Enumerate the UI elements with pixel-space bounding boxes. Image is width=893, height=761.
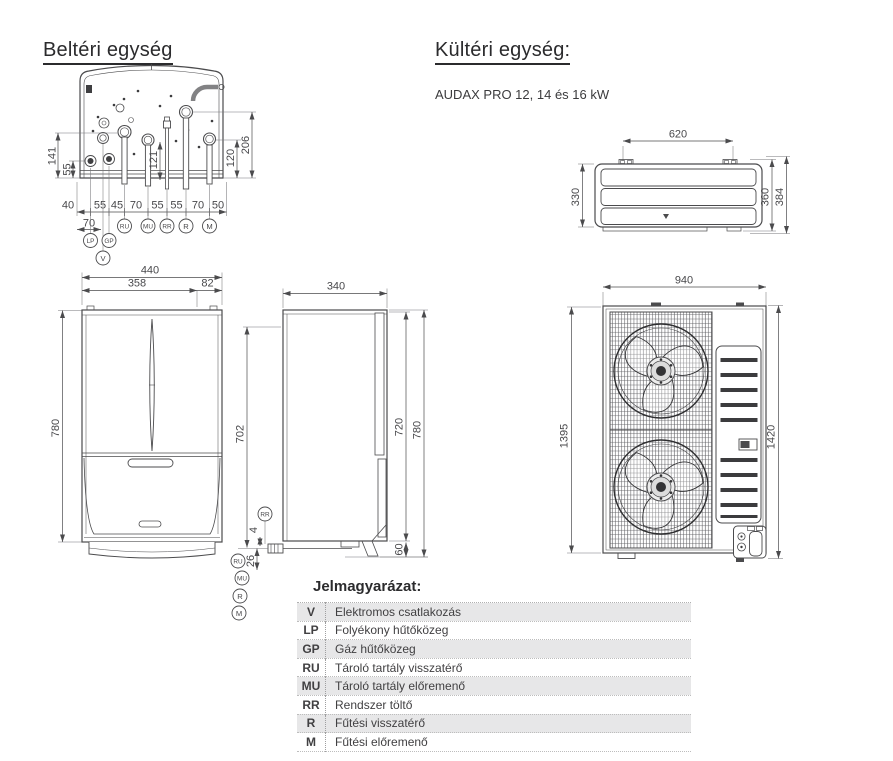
legend-row xyxy=(297,621,691,640)
dim-55b-label: 55 xyxy=(151,199,164,212)
dim-120-label: 120 xyxy=(225,148,237,168)
model-line: AUDAX PRO 12, 14 és 16 kW xyxy=(435,87,610,102)
side-rail-lower xyxy=(378,459,386,537)
legend-key: GP xyxy=(297,640,326,659)
dim-358-label: 358 xyxy=(127,277,147,290)
dim-940-label: 940 xyxy=(674,274,694,287)
legend-desc: Elektromos csatlakozás xyxy=(335,604,462,619)
dim-720-label: 720 xyxy=(393,417,406,437)
port-v-label: V xyxy=(100,253,106,263)
dim-206-label: 206 xyxy=(240,135,252,155)
legend-key: RU xyxy=(297,658,326,677)
legend-desc: Fűtési visszatérő xyxy=(335,716,426,731)
dim-340-label: 340 xyxy=(326,280,346,293)
legend-key: MU xyxy=(297,677,326,696)
dim-45-label: 45 xyxy=(110,199,124,212)
louver-panel xyxy=(716,346,761,523)
port-lp-label: LP xyxy=(86,237,95,245)
connection-box xyxy=(734,526,767,562)
dim-26-label: 26 xyxy=(245,554,257,568)
legend-title: Jelmagyarázat: xyxy=(313,578,422,595)
legend-row xyxy=(297,603,691,622)
dim-330-label: 330 xyxy=(570,187,582,207)
dim-55c-label: 55 xyxy=(170,199,183,212)
port-ru-label: RU xyxy=(119,223,130,231)
legend-row xyxy=(297,695,691,714)
outdoor-top-view xyxy=(570,129,790,234)
chain-m-label: M xyxy=(235,608,243,618)
dim-1420-label: 1420 xyxy=(765,424,778,450)
indoor-front-view xyxy=(50,265,222,559)
legend-key: R xyxy=(297,714,326,733)
legend-desc: Tároló tartály visszatérő xyxy=(335,660,463,675)
port-m-label: M xyxy=(206,221,213,231)
dim-55a-label: 55 xyxy=(93,199,107,212)
indoor-side-view xyxy=(231,281,428,621)
indoor-bottom-view xyxy=(47,64,257,265)
indoor-side-body xyxy=(283,310,387,541)
outdoor-unit-title-text: Kültéri egység: xyxy=(435,39,570,65)
dim-70c-label: 70 xyxy=(82,217,96,230)
indoor-unit-title-text: Beltéri egység xyxy=(43,39,173,65)
outdoor-front-view xyxy=(559,275,784,563)
dim-70b-label: 70 xyxy=(191,199,205,212)
side-rail-upper xyxy=(375,313,384,455)
legend-table xyxy=(297,602,691,752)
dim-360-label: 360 xyxy=(759,187,772,207)
dim-780-side-label: 780 xyxy=(411,420,424,440)
outdoor-top-body xyxy=(595,164,762,227)
side-pipe-fitting xyxy=(268,544,283,553)
port-rr-label: RR xyxy=(162,223,172,231)
dim-620-label: 620 xyxy=(668,128,688,141)
indoor-front-body xyxy=(82,310,222,542)
legend-desc: Gáz hűtőközeg xyxy=(335,641,416,656)
port-gp-label: GP xyxy=(104,237,114,245)
legend-row xyxy=(297,714,691,733)
dim-780-front-label: 780 xyxy=(50,418,62,438)
legend-desc: Fűtési előremenő xyxy=(335,734,428,749)
legend-desc: Tároló tartály előremenő xyxy=(335,679,466,694)
port-labels xyxy=(84,219,217,265)
legend-key: RR xyxy=(297,695,326,714)
dim-40-label: 40 xyxy=(61,199,75,212)
chain-mu-label: MU xyxy=(237,575,247,583)
legend-row xyxy=(297,733,691,752)
side-foot xyxy=(362,541,378,556)
side-port-rr-label: RR xyxy=(260,511,270,519)
port-r-label: R xyxy=(183,221,189,231)
dim-50-label: 50 xyxy=(211,199,225,212)
legend-desc: Folyékony hűtőközeg xyxy=(335,623,449,638)
chain-r-label: R xyxy=(237,591,243,601)
dim-70a-label: 70 xyxy=(129,199,143,212)
dim-440-label: 440 xyxy=(140,264,160,277)
legend-key: M xyxy=(297,733,326,752)
dim-55-left-label: 55 xyxy=(61,163,74,176)
dim-121-label: 121 xyxy=(148,150,160,170)
dim-141-label: 141 xyxy=(46,146,59,166)
legend-row xyxy=(297,640,691,659)
outdoor-foot xyxy=(618,553,635,559)
port-mu-label: MU xyxy=(143,223,153,231)
dim-4-label: 4 xyxy=(248,526,260,534)
dim-702-label: 702 xyxy=(234,424,247,444)
chain-ru-label: RU xyxy=(233,558,243,566)
legend-desc: Rendszer töltő xyxy=(335,697,413,712)
dim-384-label: 384 xyxy=(774,187,786,207)
dim-60-label: 60 xyxy=(393,543,406,556)
legend-row xyxy=(297,658,691,677)
legend-key: V xyxy=(297,603,326,622)
dim-1395-label: 1395 xyxy=(558,423,571,449)
legend-row xyxy=(297,677,691,696)
dim-82-label: 82 xyxy=(201,277,214,290)
legend-key: LP xyxy=(297,621,326,640)
